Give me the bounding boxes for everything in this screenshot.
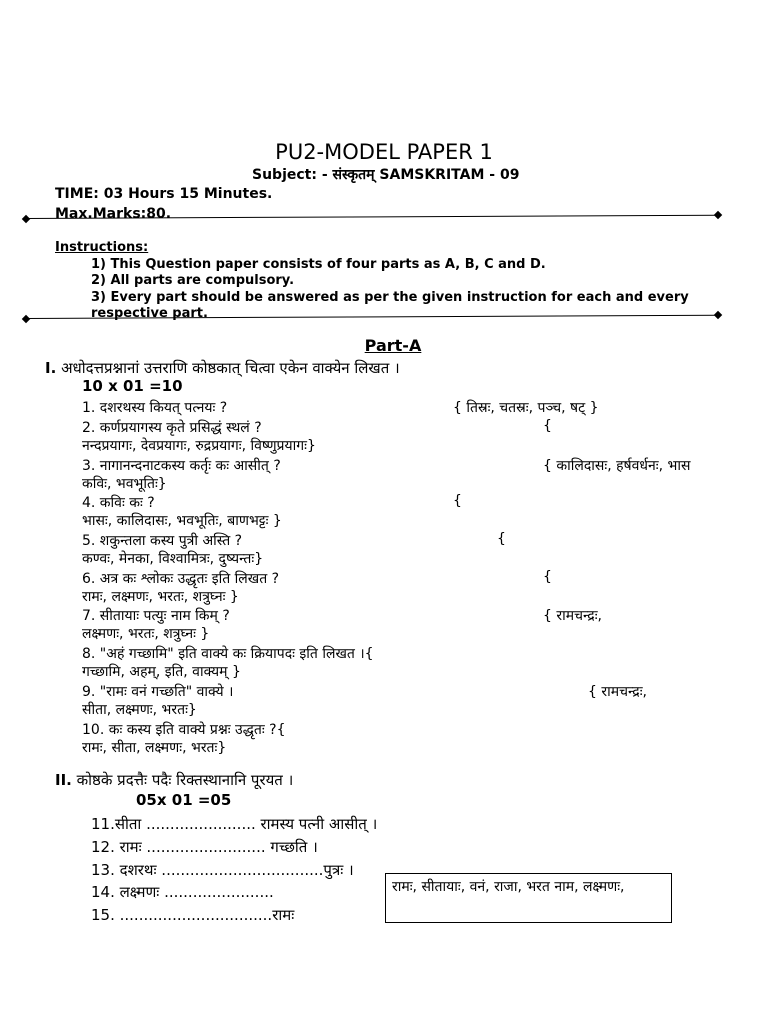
question-5-options-open: { [497, 531, 506, 547]
divider-end-marker [714, 311, 722, 319]
question-2-options-open: { [543, 418, 552, 434]
question-3-options: कविः, भवभूतिः} [82, 476, 167, 492]
question-8: 8. "अहं गच्छामि" इति वाक्ये कः क्रियापदः इति लिखत ।{ [82, 646, 374, 662]
time-line: TIME: 03 Hours 15 Minutes. [55, 186, 273, 202]
instruction-item: 3) Every part should be answered as per the given instruction for each and every [91, 290, 689, 305]
question-7-options-open: { रामचन्द्रः, [543, 608, 603, 624]
word-choice-box: रामः, सीतायाः, वनं, राजा, भरत नाम, लक्ष्मणः, [385, 873, 672, 923]
question-5-options: कण्वः, मेनका, विश्वामित्रः, दुष्यन्तः} [82, 551, 264, 567]
instruction-item: 1) This Question paper consists of four parts as A, B, C and D. [91, 257, 546, 272]
question-6-options: रामः, लक्ष्मणः, भरतः, शत्रुघ्नः } [82, 589, 239, 605]
divider-end-marker [22, 315, 30, 323]
question-4-options: भासः, कालिदासः, भवभूतिः, बाणभट्टः } [82, 513, 282, 529]
question-2: 2. कर्णप्रयागस्य कृते प्रसिद्धं स्थलं ? [82, 420, 262, 436]
max-marks-line: Max.Marks:80. [55, 206, 172, 222]
divider-end-marker [22, 215, 30, 223]
section-1-instruction [45, 358, 400, 378]
section-text: कोष्ठके प्रदत्तैः पदैः रिक्तस्थानानि पूरयत । [76, 771, 294, 789]
fill-blank-13: 13. दशरथः ..................................पुत्रः । [91, 861, 354, 879]
fill-blank-11: 11.सीता ....................... रामस्य पत्नी आसीत् । [91, 815, 378, 833]
fill-blank-15: 15. ................................रामः [91, 906, 295, 924]
section-1-marks: 10 x 01 =10 [82, 377, 183, 395]
section-label: I. [45, 359, 57, 377]
section-label: II. [55, 771, 72, 789]
part-a-heading: Part-A [364, 336, 422, 355]
subject-line: Subject: - संस्कृतम् SAMSKRITAM - 09 [252, 167, 520, 183]
question-6-options-open: { [543, 569, 552, 585]
question-8-options: गच्छामि, अहम्, इति, वाक्यम् } [82, 664, 241, 680]
section-2-marks: 05x 01 =05 [136, 791, 232, 809]
question-4-options-open: { [453, 493, 462, 509]
instruction-item: 2) All parts are compulsory. [91, 273, 295, 288]
fill-blank-14: 14. लक्ष्मणः ....................... [91, 883, 274, 901]
instruction-item: respective part. [91, 306, 208, 321]
question-5: 5. शकुन्तला कस्य पुत्री अस्ति ? [82, 533, 243, 549]
divider-end-marker [714, 211, 722, 219]
section-2-instruction [55, 770, 293, 790]
question-9-options: सीता, लक्ष्मणः, भरतः} [82, 702, 197, 718]
question-2-options: नन्दप्रयागः, देवप्रयागः, रुद्रप्रयागः, विष्णुप्रयागः} [82, 438, 316, 454]
question-10-options: रामः, सीता, लक्ष्मणः, भरतः} [82, 740, 227, 756]
question-10: 10. कः कस्य इति वाक्ये प्रश्नः उद्धृतः ?{ [82, 722, 286, 738]
instructions-heading: Instructions: [55, 240, 149, 255]
question-3-options-open: { कालिदासः, हर्षवर्धनः, भास [543, 458, 691, 474]
question-9: 9. "रामः वनं गच्छति" वाक्ये । [82, 684, 234, 700]
question-7-options: लक्ष्मणः, भरतः, शत्रुघ्नः } [82, 626, 210, 642]
question-9-options-open: { रामचन्द्रः, [588, 684, 648, 700]
question-3: 3. नागानन्दनाटकस्य कर्तृः कः आसीत् ? [82, 458, 281, 474]
fill-blank-12: 12. रामः ......................... गच्छति । [91, 838, 318, 856]
paper-title: PU2-MODEL PAPER 1 [275, 140, 493, 164]
question-4: 4. कविः कः ? [82, 495, 155, 511]
section-text: अधोदत्तप्रश्नानां उत्तराणि कोष्ठकात् चित्वा एकेन वाक्येन लिखत । [61, 359, 400, 377]
question-1-options: { तिस्रः, चतस्रः, पञ्च, षट् } [453, 400, 599, 416]
question-7: 7. सीतायाः पत्युः नाम किम् ? [82, 608, 230, 624]
question-6: 6. अत्र कः श्लोकः उद्धृतः इति लिखत ? [82, 571, 280, 587]
question-1: 1. दशरथस्य कियत् पत्नयः ? [82, 400, 228, 416]
